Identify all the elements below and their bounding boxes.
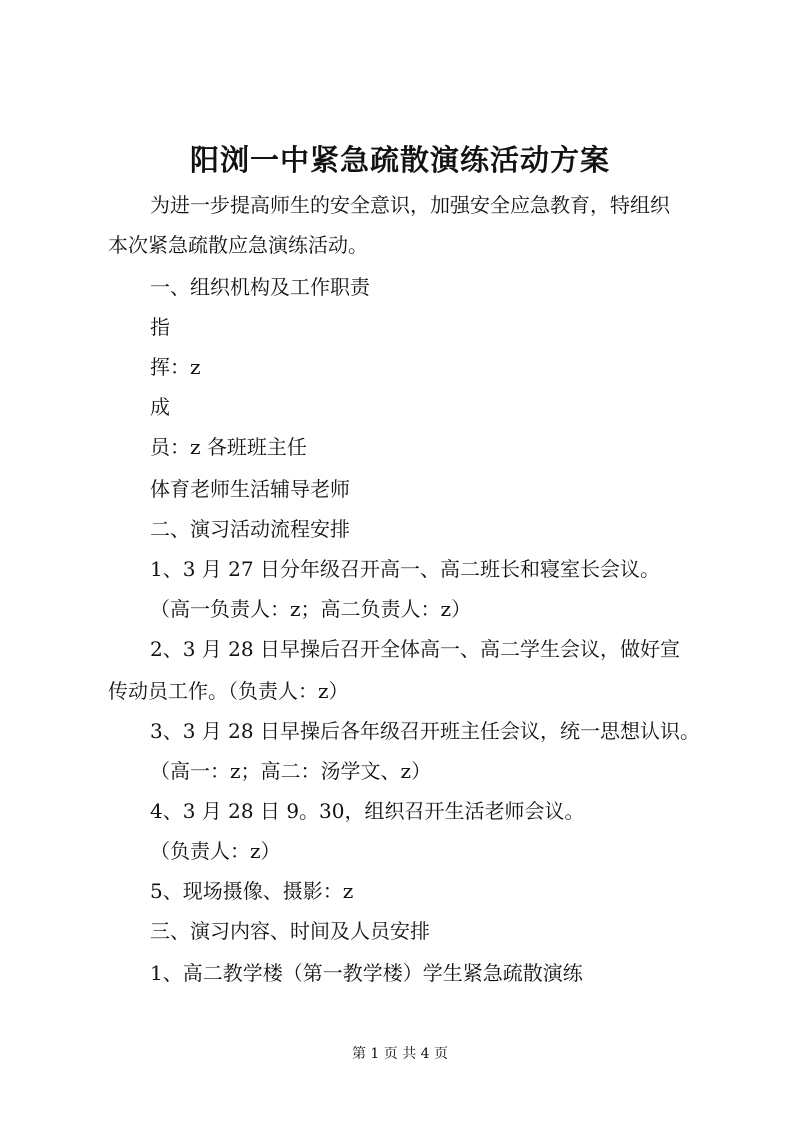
paragraph-line: （高一负责人：z；高二负责人：z）: [150, 597, 472, 621]
paragraph-line: 4、3 月 28 日 9。30，组织召开生活老师会议。: [150, 799, 585, 823]
paragraph-line: （高一：z；高二：汤学文、z）: [150, 759, 432, 783]
paragraph-line: 体育老师生活辅导老师: [150, 477, 350, 501]
paragraph-line: 本次紧急疏散应急演练活动。: [108, 233, 368, 257]
section-heading: 二、演习活动流程安排: [150, 517, 350, 541]
paragraph-line: （负责人：z）: [150, 839, 281, 863]
section-heading: 三、演习内容、时间及人员安排: [150, 919, 430, 943]
paragraph-line: 员：z 各班班主任: [150, 435, 307, 459]
paragraph-line: 1、高二教学楼（第一教学楼）学生紧急疏散演练: [150, 961, 583, 985]
paragraph-line: 5、现场摄像、摄影：z: [150, 879, 354, 903]
section-heading: 一、组织机构及工作职责: [150, 275, 370, 299]
paragraph-line: 成: [150, 395, 170, 419]
paragraph-line: 挥：z: [150, 355, 201, 379]
document-title: 阳浏一中紧急疏散演练活动方案: [189, 143, 610, 177]
paragraph-line: 2、3 月 28 日早操后召开全体高一、高二学生会议，做好宣: [150, 637, 680, 661]
paragraph-line: 3、3 月 28 日早操后各年级召开班主任会议，统一思想认识。: [150, 719, 700, 743]
paragraph-line: 指: [150, 315, 170, 339]
paragraph-line: 为进一步提高师生的安全意识，加强安全应急教育，特组织: [150, 193, 670, 217]
paragraph-line: 1、3 月 27 日分年级召开高一、高二班长和寝室长会议。: [150, 557, 660, 581]
paragraph-line: 传动员工作。（负责人：z）: [108, 679, 349, 703]
page-footer: 第 1 页 共 4 页: [351, 1046, 449, 1062]
